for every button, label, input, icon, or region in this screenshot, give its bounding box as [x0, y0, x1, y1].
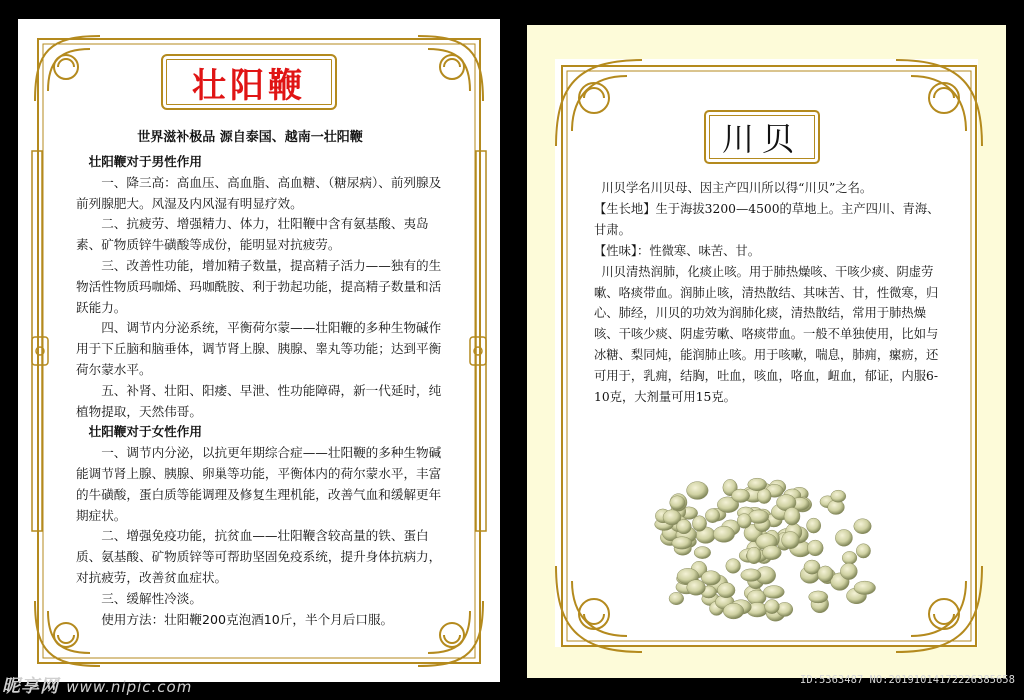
left-body-text	[76, 152, 448, 630]
female-item: 一、调节内分泌，以抗更年期综合症——壮阳鞭的多种生物碱能调节肾上腺、胰腺、卵巢等功能，平衡体内的荷尔蒙水平，丰富的牛磺酸，蛋白质等能调理及修复生理机能，改善气血和缓解更年期症状。	[76, 445, 442, 523]
bulb-shape	[669, 592, 684, 604]
fritillaria-bulbs-photo	[650, 474, 882, 624]
right-paragraph: 【生长地】生于海拔3200—4500的草地上。主产四川、青海、甘肃。	[594, 201, 940, 237]
bulb-shape	[687, 482, 709, 500]
bulb-shape	[737, 514, 751, 529]
male-item: 二、抗疲劳、增强精力、体力，壮阳鞭中含有氨基酸、夷岛素、矿物质锌牛磺酸等成份，能明显对抗疲劳。	[76, 216, 429, 253]
male-item: 一、降三高：高血压、高血脂、高血糖、（糖尿病）、前列腺及前列腺肥大。风湿及内风湿有明显疗效。	[76, 174, 442, 211]
bulb-shape	[818, 566, 834, 582]
bulb-shape	[723, 603, 744, 619]
bulb-shape	[765, 600, 780, 614]
watermark-left	[2, 672, 192, 698]
bulb-shape	[687, 580, 706, 596]
bulb-shape	[782, 531, 800, 548]
bulb-shape	[854, 519, 872, 534]
right-title-box	[704, 110, 820, 164]
bulb-shape	[840, 563, 857, 579]
male-heading: 壮阳鞭对于男性作用	[88, 154, 202, 169]
bulb-shape	[763, 586, 784, 599]
left-title: 壮阳鞭	[192, 65, 306, 106]
right-paragraph: 【性味】：性微寒、味苦、甘。	[594, 243, 761, 258]
right-paragraph: 川贝清热润肺，化痰止咳。用于肺热燥咳、干咳少痰、阴虚劳嗽、咯痰带血。润肺止咳，清热散结、其味苦、甘，性微寒，归心、肺经，川贝的功效为润肺化痰，清热散结，常用于肺热燥咳、干咳少痰、阴虚劳嗽、咯痰带血。一般不单独使用，比如与冰糖、梨同炖，能润肺止咳。用于咳嗽，喘息，肺痈，瘰疬，还可用于，乳痈，结胸，吐血，咳血，咯血，衄血，郁证，内服6-10克，大剂量可用15克。	[594, 264, 939, 405]
right-paragraph: 川贝学名川贝母、因主产四川所以得“川贝”之名。	[601, 181, 873, 195]
watermark-url: www.nipic.com	[66, 678, 193, 696]
male-item: 三、改善性功能，增加精子数量，提高精子活力——独有的生物活性物质玛咖烯、玛咖酰胺、利于勃起功能，提高精子数量和活跃能力。	[76, 257, 442, 315]
bulb-shape	[807, 518, 821, 533]
right-body-text	[594, 178, 944, 408]
bulb-shape	[676, 519, 691, 533]
bulb-shape	[784, 507, 800, 525]
bulb-shape	[717, 583, 735, 598]
left-subtitle: 世界滋补极品 源自泰国、越南一壮阳鞭	[137, 130, 363, 145]
female-item: 二、增强免疫功能，抗贫血——壮阳鞭含较高量的铁、蛋白质、氨基酸、矿物质锌等可帮助坚固免疫系统，提升身体抗病力，对抗疲劳，改善贫血症状。	[76, 528, 442, 585]
bulb-shape	[692, 516, 706, 532]
bulb-shape	[672, 537, 692, 549]
bulb-shape	[762, 545, 781, 559]
male-item: 四、调节内分泌系统，平衡荷尔蒙——壮阳鞭的多种生物碱作用于下丘脑和脑垂体，调节肾上腺、胰腺、睾丸等功能；达到平衡荷尔蒙水平。	[76, 320, 442, 377]
bulb-shape	[741, 569, 761, 582]
bulb-shape	[842, 551, 857, 564]
left-title-box	[161, 54, 337, 110]
bulb-shape	[856, 544, 870, 558]
bulb-shape	[726, 559, 741, 574]
bulb-shape	[809, 591, 828, 603]
bulb-shape	[670, 496, 685, 510]
watermark-right: ID:5363487 NO:20191014172226385658	[800, 674, 1015, 686]
male-item: 五、补肾、壮阳、阳痿、早泄、性功能障碍，新一代延时，纯植物提取，天然伟哥。	[76, 382, 442, 419]
bulb-shape	[854, 581, 875, 594]
watermark-brand: 昵享网	[2, 676, 59, 697]
bulb-shape	[701, 571, 720, 585]
bulb-shape	[694, 547, 711, 559]
usage-text: 使用方法：壮阳鞭200克泡酒10斤，半个月后口服。	[101, 611, 394, 627]
bulb-shape	[705, 509, 719, 523]
bulb-shape	[831, 490, 846, 502]
bulb-shape	[807, 540, 823, 556]
female-item: 三、缓解性冷淡。	[101, 590, 202, 606]
bulb-shape	[713, 526, 734, 542]
right-title: 川贝	[721, 120, 802, 158]
bulb-shape	[748, 478, 767, 491]
bulb-shape	[747, 547, 761, 564]
bulb-shape	[835, 529, 852, 546]
bulb-shape	[732, 489, 750, 502]
female-heading: 壮阳鞭对于女性作用	[88, 424, 202, 440]
